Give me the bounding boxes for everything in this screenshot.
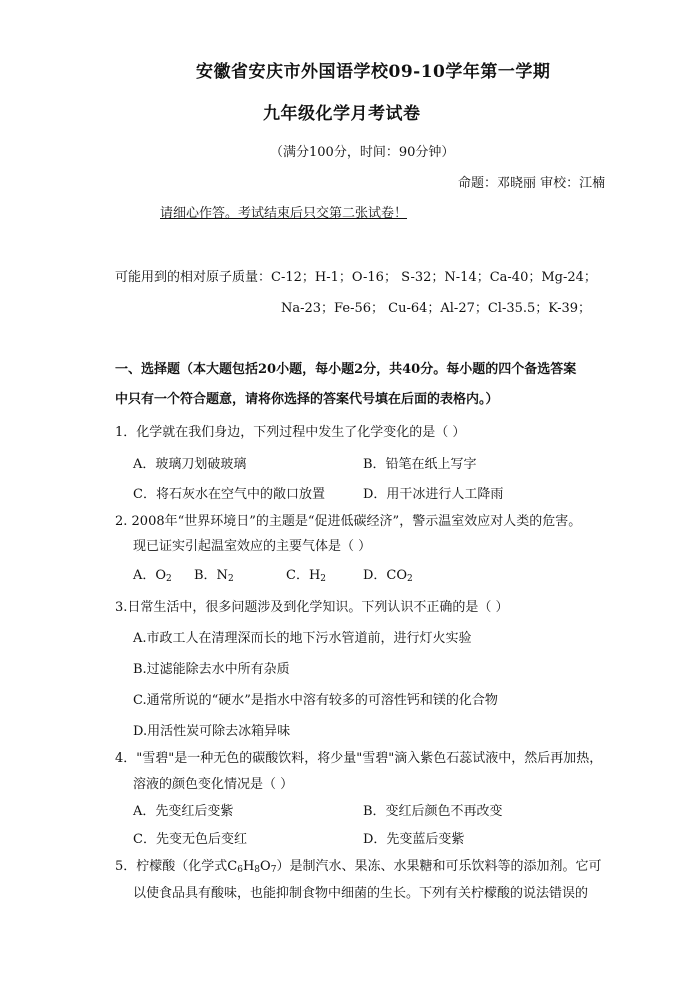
q5-stem-line2: 以使食品具有酸味，也能抑制食物中细菌的生长。下列有关柠檬酸的说法错误的 xyxy=(133,886,589,901)
notice-line: 请细心作答。考试结束后只交第二张试卷！ xyxy=(160,206,408,221)
q5-stem-line1: 5．柠檬酸（化学式$C_6H_8O_7$）是制汽水、果冻、水果糖和可乐饮料等的添加剂。它可 xyxy=(115,859,602,875)
q2-option-c: C．$H_2$ xyxy=(286,568,327,584)
q4-option-d: D．先变蓝后变紫 xyxy=(363,832,465,847)
q2-option-d: D．$CO_2$ xyxy=(363,568,413,584)
q3-option-c: C.通常所说的“硬水”是指水中溶有较多的可溶性钙和镁的化合物 xyxy=(133,693,498,708)
q4-option-c: C．先变无色后变红 xyxy=(133,832,247,847)
q1-stem: 1．化学就在我们身边，下列过程中发生了化学变化的是（ ） xyxy=(115,425,466,440)
q2-stem-line2: 现已证实引起温室效应的主要气体是（ ） xyxy=(133,539,372,554)
authors-line: 命题：邓晓丽 审校：江楠 xyxy=(458,176,606,191)
q4-option-b: B．变红后颜色不再改变 xyxy=(363,804,503,819)
q3-option-a: A.市政工人在清理深而长的地下污水管道前，进行灯火实验 xyxy=(133,631,472,646)
q2-option-b: B．$N_2$ xyxy=(194,568,234,584)
section1-heading-line1: 一、选择题（本大题包括20小题，每小题2分，共40分。每小题的四个备选答案 xyxy=(115,362,577,377)
atomic-mass-line1: 可能用到的相对原子质量：C-12；H-1；O-16； S-32；N-14；Ca-40；Mg-24； xyxy=(115,270,597,285)
q3-stem: 3.日常生活中，很多问题涉及到化学知识。下列认识不正确的是（ ） xyxy=(115,600,509,615)
q2-option-a: A．$O_2$ xyxy=(133,568,172,584)
exam-title-line2: 九年级化学月考试卷 xyxy=(263,104,421,124)
q4-option-a: A．先变红后变紫 xyxy=(133,804,234,819)
exam-title-line1: 安徽省安庆市外国语学校09-10学年第一学期 xyxy=(196,62,551,82)
q1-option-a: A．玻璃刀划破玻璃 xyxy=(133,457,247,472)
atomic-mass-line2: Na-23；Fe-56； Cu-64；Al-27；Cl-35.5；K-39； xyxy=(281,301,592,316)
q1-option-b: B．铅笔在纸上写字 xyxy=(363,457,477,472)
q3-option-b: B.过滤能除去水中所有杂质 xyxy=(133,662,290,677)
q3-option-d: D.用活性炭可除去冰箱异味 xyxy=(133,724,291,739)
q4-stem-line2: 溶液的颜色变化情况是（ ） xyxy=(133,777,294,792)
q4-stem-line1: 4．"雪碧"是一种无色的碳酸饮料，将少量"雪碧"滴入紫色石蕊试液中，然后再加热， xyxy=(115,751,603,766)
q1-option-d: D．用干冰进行人工降雨 xyxy=(363,487,504,502)
q2-stem-line1: 2. 2008年“世界环境日”的主题是“促进低碳经济”，警示温室效应对人类的危害。 xyxy=(115,514,582,529)
score-time-info: （满分100分，时间：90分钟） xyxy=(270,145,455,160)
q1-option-c: C．将石灰水在空气中的敞口放置 xyxy=(133,487,325,502)
section1-heading-line2: 中只有一个符合题意，请将你选择的答案代号填在后面的表格内。） xyxy=(115,392,499,407)
